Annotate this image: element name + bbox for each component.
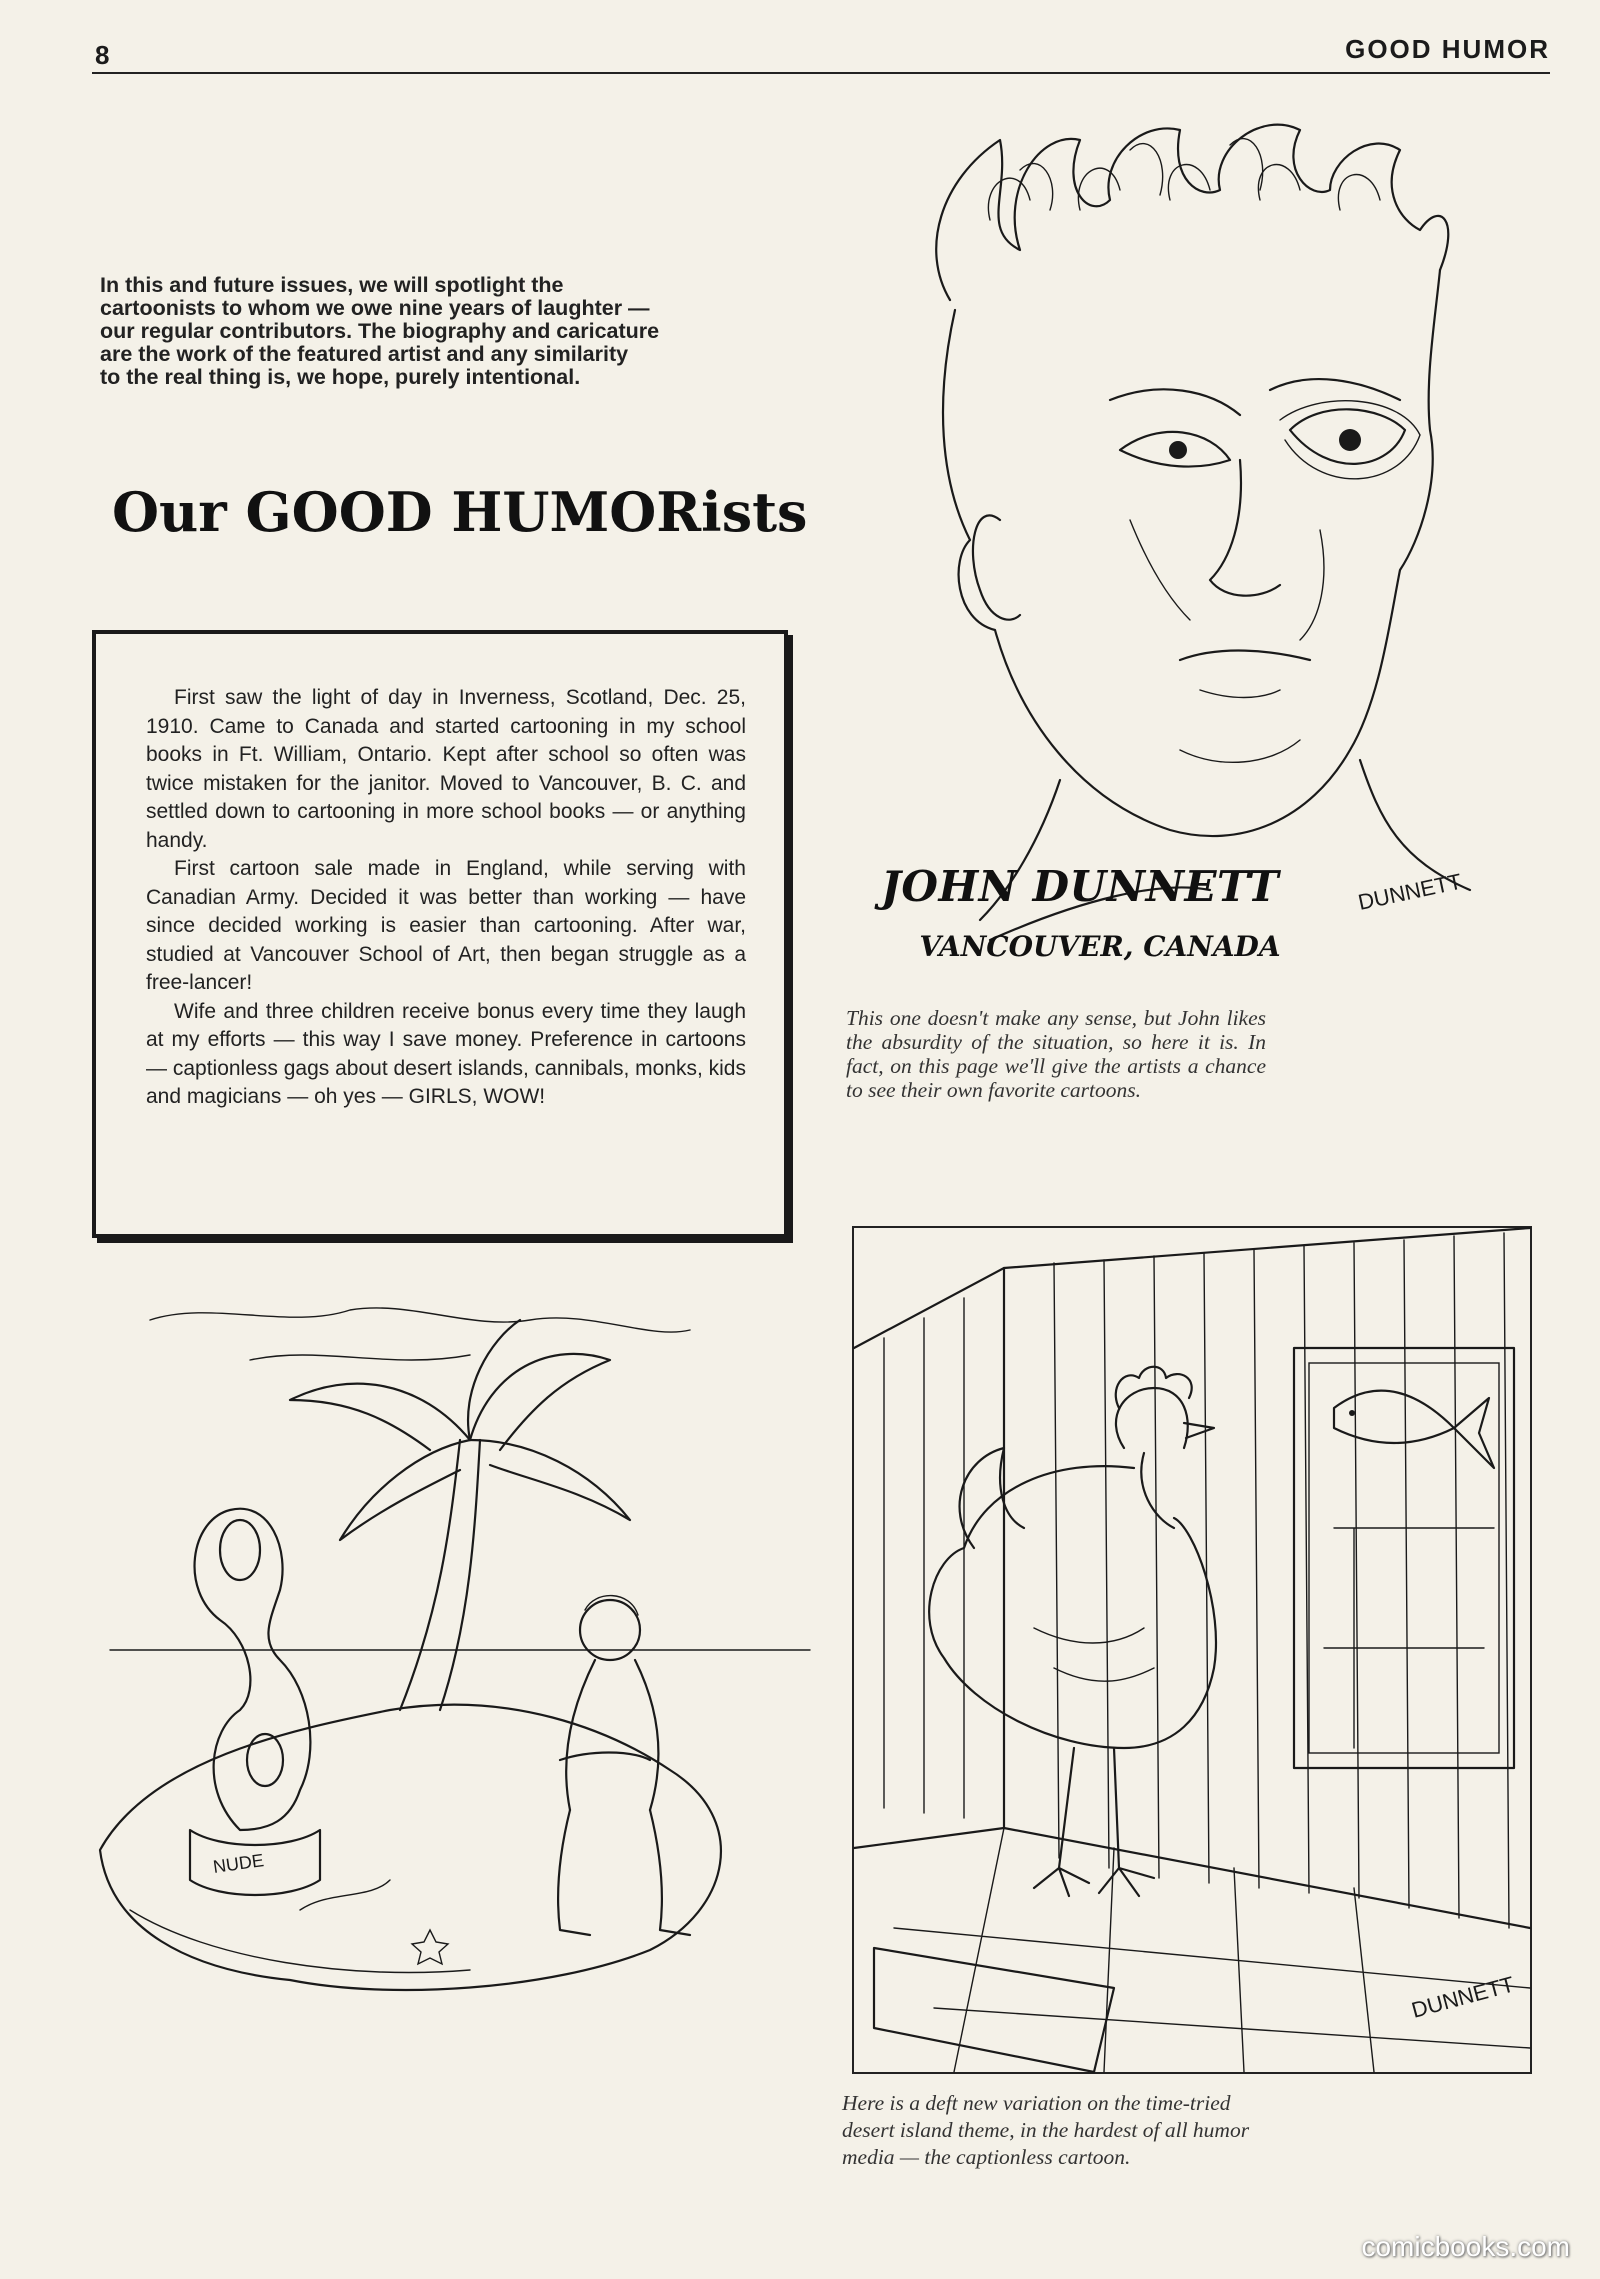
cartoon-signature: DUNNETT — [1408, 1971, 1517, 2023]
rooster-and-fish-drawing — [854, 1228, 1530, 2072]
bio-paragraph: First cartoon sale made in England, while serving with Canadian Army. Decided it was better than working — have since decided working is easier than cartooning. After war, studied at Vancouver School of Art, then began struggle as a free-lancer! — [146, 857, 746, 994]
intro-line: our regular contributors. The biography and caricature — [100, 319, 660, 343]
bio-paragraph: Wife and three children receive bonus every time they laugh at my efforts — this way I save money. Preference in cartoons — captionless gags about desert islands, cannibals, monks, kids and magicians — oh yes — GIRLS, WOW! — [146, 999, 746, 1108]
caption-first: This one doesn't make any sense, but John likes the absurdity of the situation, so here it is. In fact, on this page we'll give the artists a chance to see their own favorite cartoons. — [846, 1006, 1266, 1102]
statue-label: NUDE — [211, 1850, 266, 1877]
page-number: 8 — [95, 40, 110, 70]
artist-location: VANCOUVER, CANADA — [919, 930, 1281, 963]
caption-second: Here is a deft new variation on the time-tried desert island theme, in the hardest of all humor media — the captionless cartoon. — [842, 2091, 1250, 2169]
artist-name: JOHN DUNNETT — [880, 862, 1279, 911]
artist-signature: DUNNETT — [1355, 868, 1464, 915]
intro-line: In this and future issues, we will spotlight the — [100, 273, 564, 297]
intro-paragraph — [100, 274, 740, 389]
island-cartoon-drawing — [90, 1290, 830, 2170]
header-rule — [92, 72, 1550, 74]
biography-text — [146, 684, 746, 1112]
intro-line: are the work of the featured artist and any similarity — [100, 342, 629, 366]
intro-line: cartoonists to whom we owe nine years of laughter — — [100, 296, 650, 320]
watermark: comicbooks.com — [1361, 2231, 1570, 2262]
intro-line: to the real thing is, we hope, purely intentional. — [100, 365, 581, 389]
caricature-drawing — [880, 100, 1500, 980]
bio-paragraph: First saw the light of day in Inverness, Scotland, Dec. 25, 1910. Came to Canada and started cartooning in my school books in Ft. William, Ontario. Kept after school so often was twice mistaken for the janitor. Moved to Vancouver, B. C. and settled down to cartooning in more school books — or anything handy. — [146, 686, 746, 852]
section-headline: Our GOOD HUMORists — [112, 480, 808, 544]
running-head: GOOD HUMOR — [1345, 34, 1550, 64]
biography-box — [92, 630, 788, 1238]
